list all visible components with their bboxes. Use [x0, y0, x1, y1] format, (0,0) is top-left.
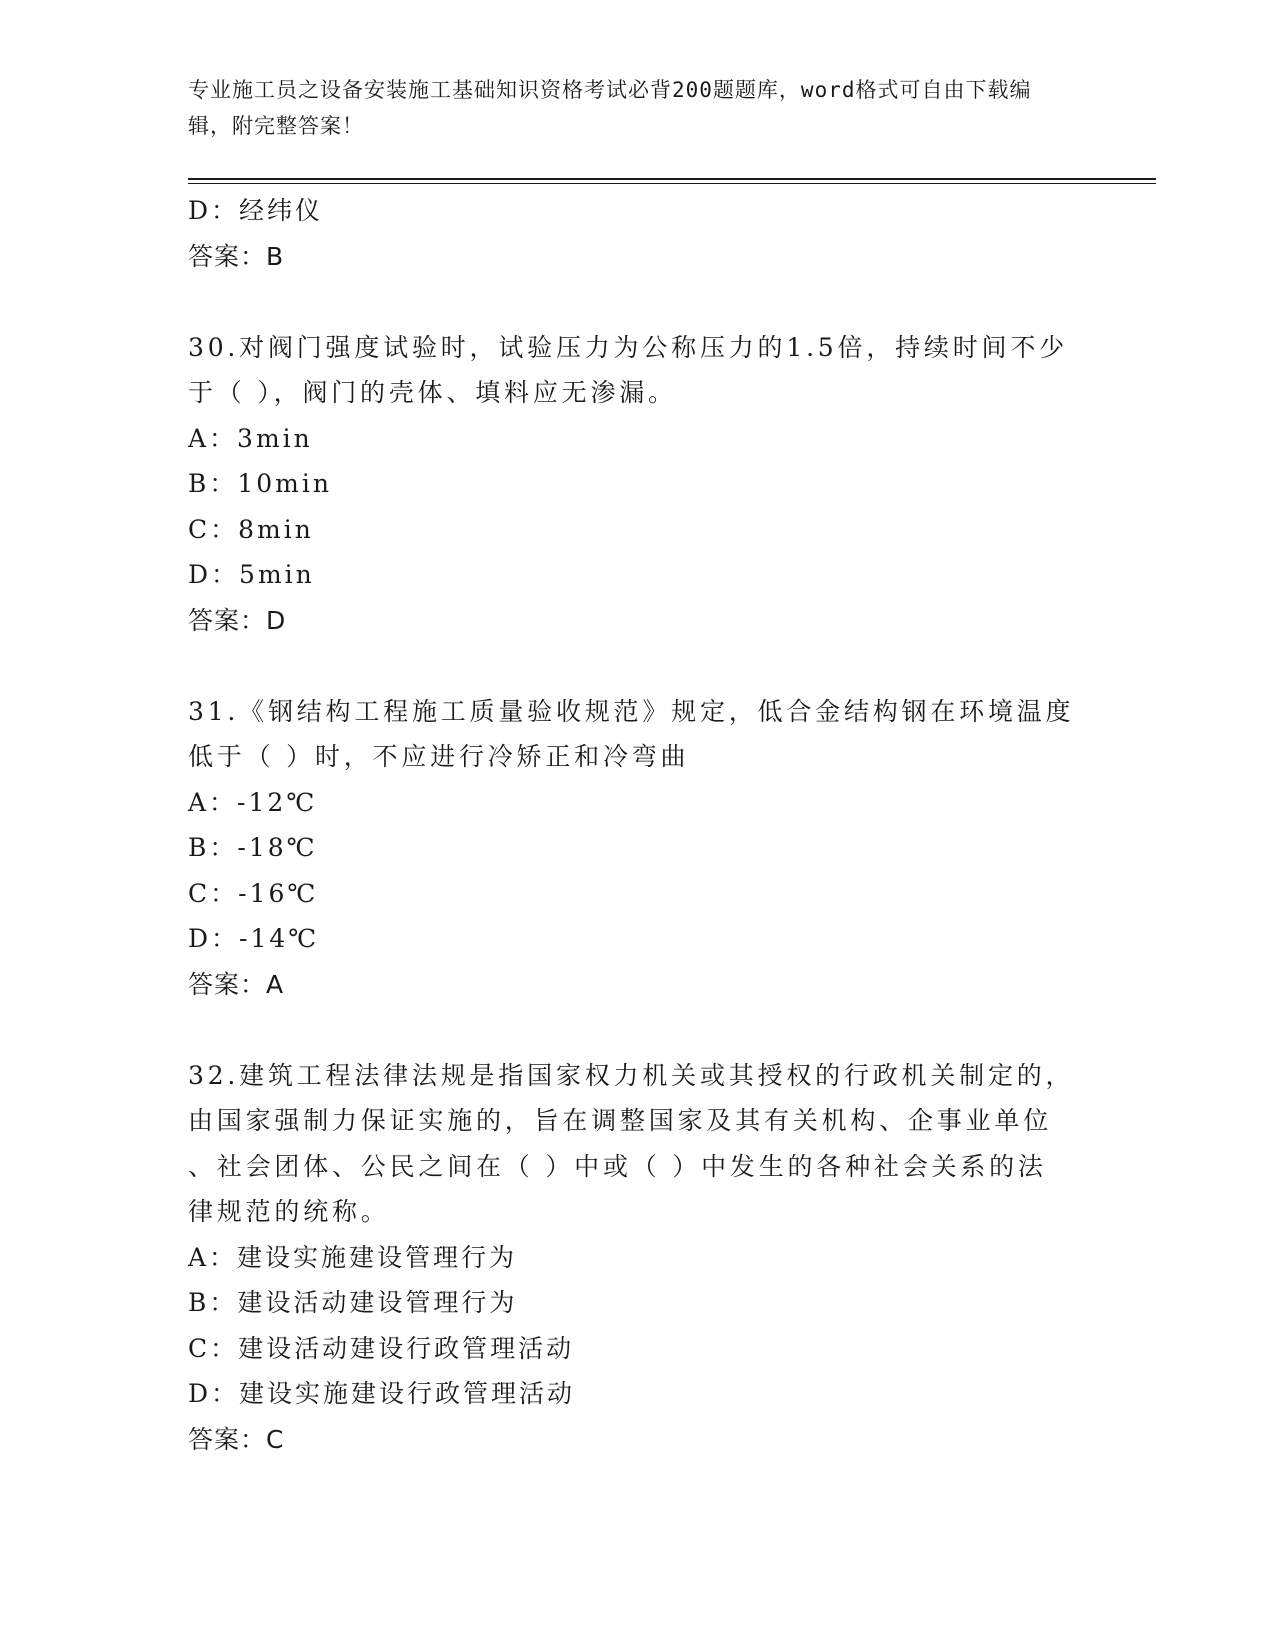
- question-31-stem-line-2: 低于（ ）时，不应进行冷矫正和冷弯曲: [188, 742, 690, 771]
- question-31-option-d: D：-14℃: [188, 924, 320, 953]
- question-31-stem-line-1: 31.《钢结构工程施工质量验收规范》规定，低合金结构钢在环境温度: [188, 696, 1075, 726]
- question-30: [188, 325, 1088, 644]
- question-32-stem-line-4: 律规范的统称。: [188, 1197, 390, 1226]
- question-content: [188, 188, 1088, 1462]
- question-32-stem-line-1: 32.建筑工程法律法规是指国家权力机关或其授权的行政机关制定的，: [188, 1060, 1075, 1090]
- prev-answer: 答案：B: [188, 241, 285, 271]
- spacer: [188, 279, 1088, 325]
- question-30-answer: 答案：D: [188, 605, 287, 635]
- question-30-option-a: A：3min: [188, 423, 313, 453]
- question-32: [188, 1053, 1088, 1463]
- page-header: 专业施工员之设备安装施工基础知识资格考试必背200题题库，word格式可自由下载编辑，附完整答案！: [188, 78, 1032, 138]
- question-32-option-d: D：建设实施建设行政管理活动: [188, 1379, 576, 1408]
- question-31-option-b: B：-18℃: [188, 833, 318, 862]
- question-30-stem-line-2: 于（ ），阀门的壳体、填料应无渗漏。: [188, 378, 677, 407]
- question-32-option-b: B：建设活动建设管理行为: [188, 1288, 518, 1317]
- question-32-option-a: A：建设实施建设管理行为: [188, 1242, 518, 1272]
- question-32-answer: 答案：C: [188, 1424, 285, 1454]
- question-30-option-c: C：8min: [188, 514, 314, 544]
- question-31: [188, 689, 1088, 1008]
- question-31-option-a: A：-12℃: [188, 787, 318, 817]
- spacer: [188, 1007, 1088, 1053]
- question-32-option-c: C：建设活动建设行政管理活动: [188, 1333, 575, 1363]
- question-30-option-b: B：10min: [188, 469, 332, 498]
- question-31-answer: 答案：A: [188, 969, 285, 999]
- question-31-option-c: C：-16℃: [188, 878, 319, 908]
- question-30-stem-line-1: 30.对阀门强度试验时，试验压力为公称压力的1.5倍，持续时间不少: [188, 332, 1068, 362]
- question-30-option-d: D：5min: [188, 560, 315, 589]
- question-32-stem-line-3: 、社会团体、公民之间在（ ）中或（ ）中发生的各种社会关系的法: [188, 1151, 1047, 1181]
- header-divider: [188, 178, 1156, 184]
- prev-option-d: D：经纬仪: [188, 196, 324, 225]
- spacer: [188, 643, 1088, 689]
- question-32-stem-line-2: 由国家强制力保证实施的，旨在调整国家及其有关机构、企事业单位: [188, 1106, 1053, 1135]
